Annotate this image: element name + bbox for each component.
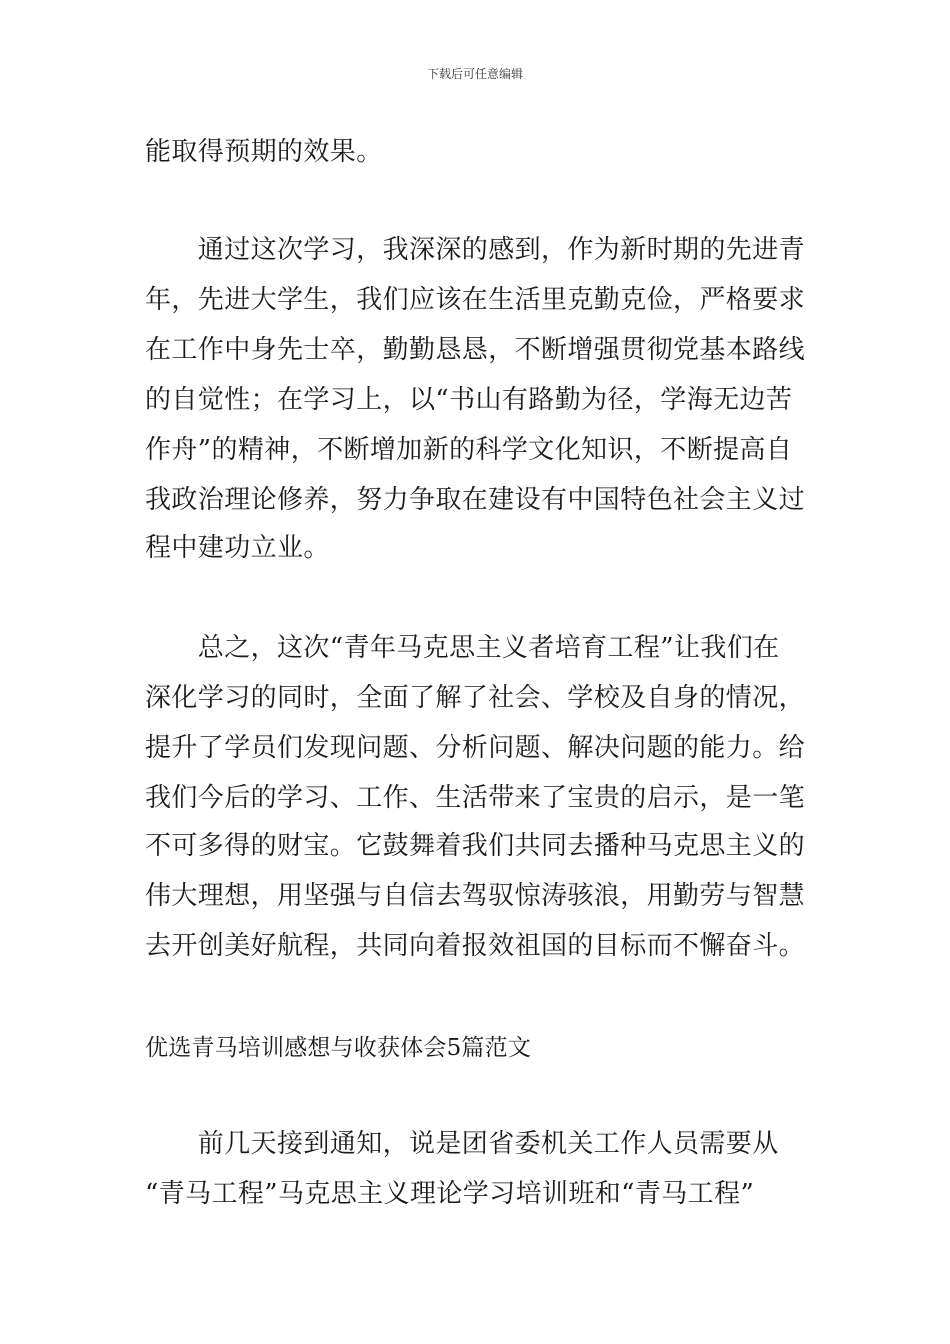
paragraph-2-line-7: 程中建功立业。 — [145, 533, 330, 563]
paragraph-2-line-3: 在工作中身先士卒，勤勤恳恳，不断增强贯彻党基本路线 — [145, 335, 806, 365]
paragraph-3-line-2: 深化学习的同时，全面了解了社会、学校及自身的情况， — [145, 683, 806, 713]
paragraph-3-line-3: 提升了学员们发现问题、分析问题、解决问题的能力。给 — [145, 733, 806, 763]
paragraph-4-line-1: 前几天接到通知，说是团省委机关工作人员需要从 — [145, 1129, 779, 1159]
paragraph-3-line-1: 总之，这次“青年马克思主义者培育工程”让我们在 — [145, 633, 780, 663]
paragraph-3-line-7: 去开创美好航程，共同向着报效祖国的目标而不懈奋斗。 — [145, 931, 806, 961]
paragraph-2-line-5: 作舟”的精神，不断增加新的科学文化知识，不断提高自 — [145, 435, 793, 465]
paragraph-2-line-1: 通过这次学习，我深深的感到，作为新时期的先进青 — [145, 235, 806, 265]
paragraph-2-line-6: 我政治理论修养，努力争取在建设有中国特色社会主义过 — [145, 485, 806, 515]
page-header: 下载后可任意编辑 — [426, 67, 523, 81]
paragraph-4-line-2: “青马工程”马克思主义理论学习培训班和“青马工程” — [145, 1179, 755, 1209]
paragraph-3-line-6: 伟大理想，用坚强与自信去驾驭惊涛骇浪，用勤劳与智慧 — [145, 881, 806, 911]
paragraph-1-line-1: 能取得预期的效果。 — [145, 137, 383, 167]
paragraph-2-line-4: 的自觉性；在学习上，以“书山有路勤为径，学海无边苦 — [145, 385, 793, 415]
paragraph-3-line-4: 我们今后的学习、工作、生活带来了宝贵的启示，是一笔 — [145, 783, 806, 813]
section-heading: 优选青马培训感想与收获体会5篇范文 — [145, 1035, 532, 1061]
paragraph-2-line-2: 年，先进大学生，我们应该在生活里克勤克俭，严格要求 — [145, 285, 806, 315]
paragraph-3-line-5: 不可多得的财宝。它鼓舞着我们共同去播种马克思主义的 — [145, 831, 806, 861]
